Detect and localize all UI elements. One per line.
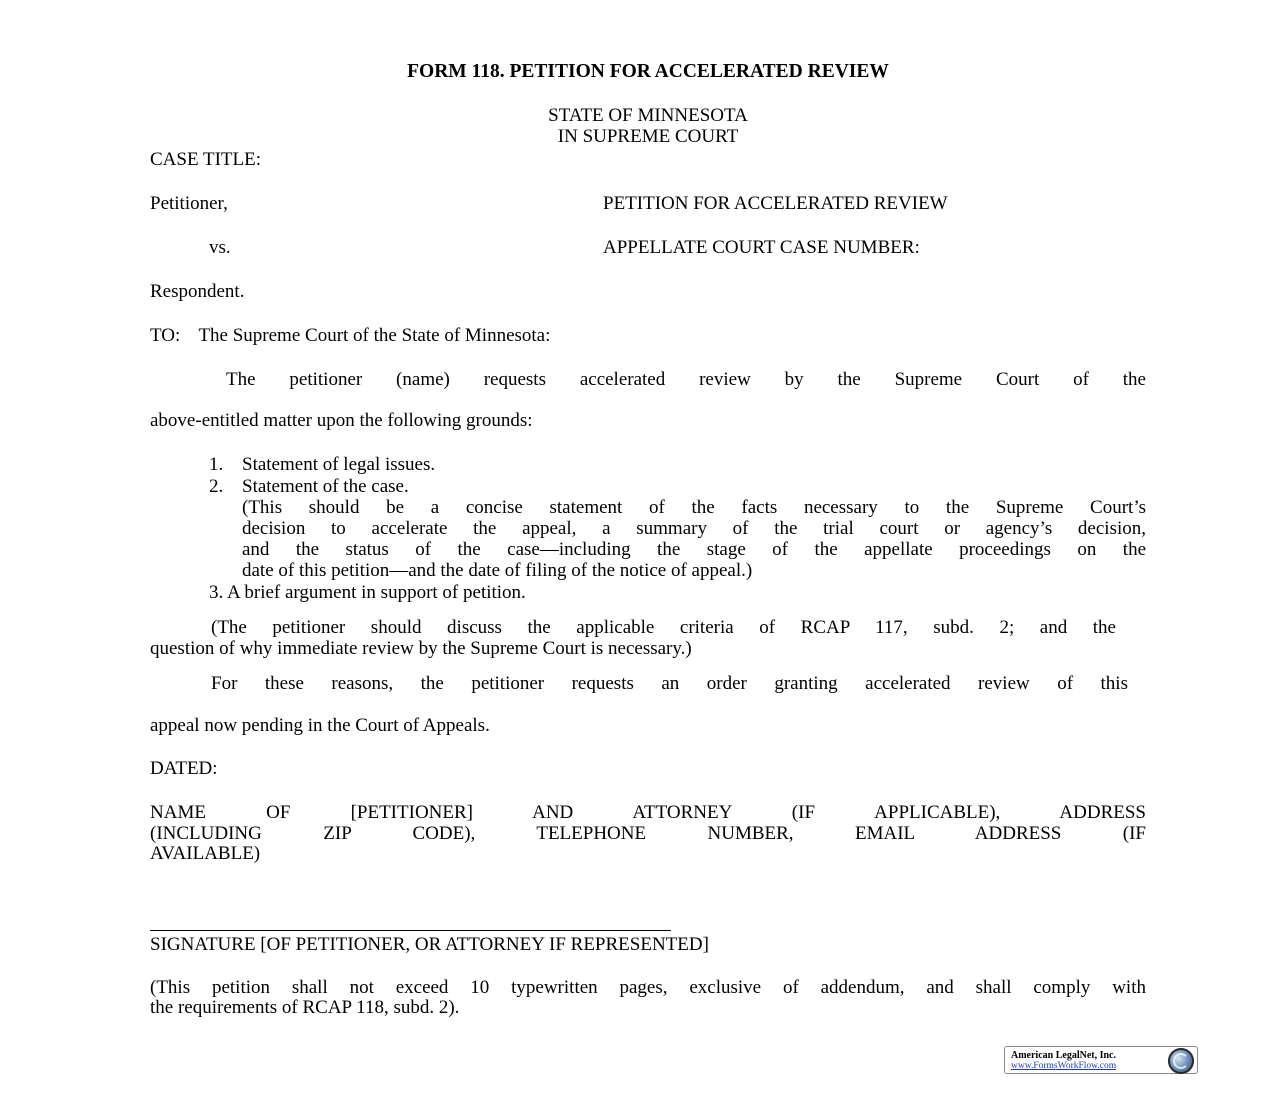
footer-note-line2: the requirements of RCAP 118, subd. 2). <box>150 997 460 1018</box>
criteria-note-line2: question of why immediate review by the Supreme Court is necessary.) <box>150 638 692 659</box>
case-title-label: CASE TITLE: <box>150 149 262 170</box>
ground-item-2 <box>209 476 409 497</box>
to-text: The Supreme Court of the State of Minnesota: <box>198 325 551 346</box>
versus-label: vs. <box>209 237 231 258</box>
reasons-line2: appeal now pending in the Court of Appeals. <box>150 715 490 736</box>
contact-block-line3: AVAILABLE) <box>150 843 261 864</box>
court-header <box>0 105 1275 147</box>
globe-icon <box>1168 1048 1194 1074</box>
dated-label: DATED: <box>150 758 218 779</box>
case-note-line: and the status of the case—including the stage of the appellate proceedings on the <box>242 539 1146 560</box>
respondent-label: Respondent. <box>150 281 245 302</box>
ground-text: Statement of the case. <box>242 476 409 497</box>
criteria-note-line1: (The petitioner should discuss the applicable criteria of RCAP 117, subd. 2; and the <box>211 617 1116 638</box>
reasons-line1: For these reasons, the petitioner requests an order granting accelerated review of this <box>211 673 1128 694</box>
ground-item-3: 3. A brief argument in support of petition. <box>209 582 526 603</box>
state-name: STATE OF MINNESOTA <box>548 105 748 126</box>
contact-block-line2: (INCLUDING ZIP CODE), TELEPHONE NUMBER, EMAIL ADDRESS (IF <box>150 823 1146 844</box>
signature-label: SIGNATURE [OF PETITIONER, OR ATTORNEY IF REPRESENTED] <box>150 934 709 955</box>
signature-line <box>150 930 671 931</box>
request-paragraph-line2: above-entitled matter upon the following grounds: <box>150 410 533 431</box>
american-legalnet-logo[interactable] <box>1004 1046 1198 1074</box>
case-note-line: date of this petition—and the date of filing of the notice of appeal.) <box>242 560 753 581</box>
case-note-line: decision to accelerate the appeal, a summary of the trial court or agency’s decision, <box>242 518 1146 539</box>
logo-company-name: American LegalNet, Inc. <box>1011 1050 1116 1061</box>
document-name: PETITION FOR ACCELERATED REVIEW <box>603 193 948 214</box>
case-note-line: (This should be a concise statement of the facts necessary to the Supreme Court’s <box>242 497 1146 518</box>
ground-text: Statement of legal issues. <box>242 454 436 475</box>
addressee <box>150 325 550 346</box>
ground-number: 2. <box>209 476 224 497</box>
ground-item-1 <box>209 454 435 475</box>
to-label: TO: <box>150 325 181 346</box>
footer-note-line1: (This petition shall not exceed 10 typewritten pages, exclusive of addendum, and shall comply with <box>150 977 1146 998</box>
logo-url-link[interactable]: www.FormsWorkFlow.com <box>1011 1061 1117 1071</box>
court-name: IN SUPREME COURT <box>557 126 739 147</box>
form-title: FORM 118. PETITION FOR ACCELERATED REVIEW <box>407 61 889 82</box>
request-paragraph-line1: The petitioner (name) requests accelerated review by the Supreme Court of the <box>226 369 1146 390</box>
case-number-label: APPELLATE COURT CASE NUMBER: <box>603 237 920 258</box>
petitioner-label: Petitioner, <box>150 193 228 214</box>
ground-number: 1. <box>209 454 224 475</box>
contact-block-line1: NAME OF [PETITIONER] AND ATTORNEY (IF APPLICABLE), ADDRESS <box>150 802 1146 823</box>
